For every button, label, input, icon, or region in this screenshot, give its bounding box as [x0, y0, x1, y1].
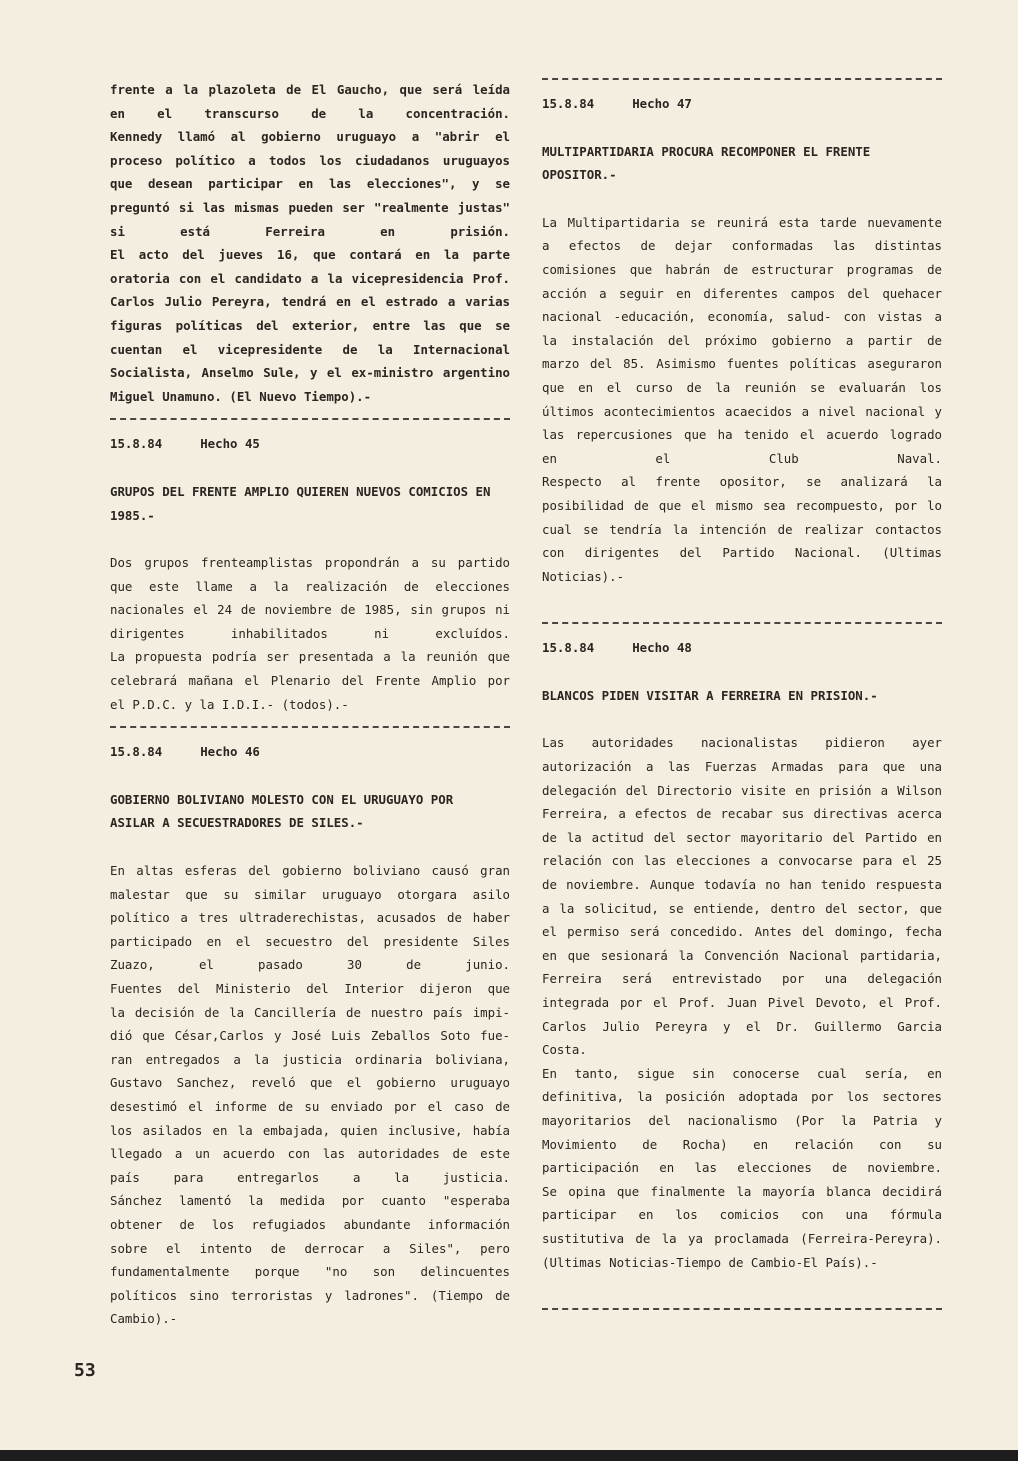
- separator: [542, 78, 942, 80]
- text-line: mayoritarios del nacionalismo (Por la Patria y: [542, 1112, 942, 1128]
- text-line: Costa.: [542, 1042, 587, 1058]
- text-line: Las autoridades nacionalistas pidieron ayer: [542, 735, 942, 751]
- text-line: cual se tendría la intención de realizar contactos: [542, 521, 942, 537]
- separator: [542, 1308, 942, 1310]
- text-line: desestimó el informe de su enviado por el caso de: [110, 1098, 510, 1114]
- text-line: Sánchez lamentó la medida por cuanto "esperaba: [110, 1193, 510, 1209]
- text-line: participado en el secuestro del presidente Siles: [110, 933, 510, 949]
- text-line: la instalación del próximo gobierno a partir de: [542, 332, 942, 348]
- text-line: de noviembre. Aunque todavía no han tenido respuesta: [542, 877, 942, 893]
- text-line: Miguel Unamuno. (El Nuevo Tiempo).-: [110, 388, 372, 404]
- separator: [110, 726, 510, 728]
- text-line: ASILAR A SECUESTRADORES DE SILES.-: [110, 815, 364, 831]
- text-line: en el transcurso de la concentración.: [110, 105, 510, 121]
- text-line: con dirigentes del Partido Nacional. (Ultimas: [542, 545, 942, 561]
- text-line: político a tres ultraderechistas, acusados de haber: [110, 910, 510, 926]
- text-line: definitiva, la posición adoptada por los sectores: [542, 1089, 942, 1105]
- separator: [110, 418, 510, 420]
- text-line: comisiones que habrán de estructurar programas de: [542, 261, 942, 277]
- text-line: participar en los comicios con una fórmula: [542, 1207, 942, 1223]
- hecho-date: 15.8.84: [110, 744, 163, 760]
- text-line: el P.D.C. y la I.D.I.- (todos).-: [110, 696, 349, 712]
- hecho-46-title: [110, 788, 510, 835]
- text-line: últimos acontecimientos acaecidos a nivel nacional y: [542, 403, 942, 419]
- text-line: OPOSITOR.-: [542, 167, 617, 183]
- text-line: (Ultimas Noticias-Tiempo de Cambio-El País).-: [542, 1254, 878, 1270]
- hecho-date: 15.8.84: [542, 96, 595, 111]
- text-line: acción a seguir en diferentes campos del quehacer: [542, 285, 942, 301]
- text-line: GOBIERNO BOLIVIANO MOLESTO CON EL URUGUAYO POR: [110, 791, 454, 807]
- text-line: el permiso será concedido. Antes del domingo, fecha: [542, 924, 942, 940]
- hecho-label: Hecho 46: [200, 744, 260, 760]
- text-line: integrada por el Prof. Juan Pivel Devoto, el Prof.: [542, 995, 942, 1010]
- hecho-label: Hecho 48: [632, 640, 692, 656]
- text-line: proceso político a todos los ciudadanos uruguayos: [110, 152, 510, 168]
- text-line: Ferreira, a efectos de recabar sus directivas acerca: [542, 806, 942, 822]
- text-line: 1985.-: [110, 507, 155, 523]
- text-line: Zuazo, el pasado 30 de junio.: [110, 957, 510, 973]
- text-line: oratoria con el candidato a la vicepresidencia Prof.: [110, 270, 510, 286]
- text-line: en el Club Naval.: [542, 450, 942, 466]
- text-line: Gustavo Sanchez, reveló que el gobierno uruguayo: [110, 1075, 510, 1091]
- text-line: que en el curso de la reunión se evaluarán los: [542, 379, 942, 395]
- hecho-label: Hecho 47: [632, 96, 692, 111]
- text-line: Dos grupos frenteamplistas propondrán a su partido: [110, 555, 510, 571]
- text-line: participación en las elecciones de noviembre.: [542, 1160, 942, 1176]
- right-column: [542, 78, 942, 1320]
- text-line: frente a la plazoleta de El Gaucho, que será leída: [110, 82, 510, 97]
- text-line: los asilados en la embajada, quien inclusive, había: [110, 1122, 510, 1138]
- text-line: cuentan el vicepresidente de la Internacional: [110, 341, 510, 357]
- text-line: país para entregarlos a la justicia.: [110, 1169, 510, 1185]
- hecho-46-body: [110, 859, 510, 1331]
- hecho-date: 15.8.84: [542, 640, 595, 656]
- text-line: figuras políticas del exterior, entre las que se: [110, 317, 510, 333]
- text-line: Respecto al frente opositor, se analizará la: [542, 474, 942, 490]
- hecho-45-body: [110, 551, 510, 716]
- text-line: a efectos de dejar conformadas las distintas: [542, 238, 942, 254]
- hecho-date: 15.8.84: [110, 436, 163, 452]
- text-line: En tanto, sigue sin conocerse cual sería, en: [542, 1065, 942, 1081]
- text-line: La Multipartidaria se reunirá esta tarde nuevamente: [542, 214, 942, 230]
- hecho-48-body: [542, 731, 942, 1274]
- page-edge-bar: [0, 1450, 1018, 1461]
- text-line: Cambio).-: [110, 1311, 178, 1327]
- text-line: la decisión de la Cancillería de nuestro país impi-: [110, 1004, 510, 1020]
- text-line: GRUPOS DEL FRENTE AMPLIO QUIEREN NUEVOS COMICIOS EN: [110, 483, 491, 499]
- text-line: si está Ferreira en prisión.: [110, 223, 510, 239]
- text-line: Ferreira será entrevistado por una delegación: [542, 971, 942, 987]
- text-line: obtener de los refugiados abundante información: [110, 1216, 510, 1232]
- text-line: Carlos Julio Pereyra, tendrá en el estrado a varias: [110, 294, 510, 310]
- text-line: Socialista, Anselmo Sule, y el ex-ministro argentino: [110, 365, 510, 381]
- text-line: dirigentes inhabilitados ni excluídos.: [110, 625, 510, 641]
- text-line: que este llame a la realización de elecciones: [110, 578, 510, 594]
- text-line: las repercusiones que ha tenido el acuerdo logrado: [542, 427, 942, 443]
- text-line: Movimiento de Rocha) en relación con su: [542, 1136, 942, 1152]
- text-line: llegado a un acuerdo con las autoridades de este: [110, 1146, 510, 1162]
- text-line: políticos sino terroristas y ladrones". (Tiempo de: [110, 1287, 510, 1303]
- separator: [542, 622, 942, 624]
- text-line: BLANCOS PIDEN VISITAR A FERREIRA EN PRISION.-: [542, 687, 878, 703]
- text-line: fundamentalmente porque "no son delincuentes: [110, 1264, 510, 1280]
- text-line: Kennedy llamó al gobierno uruguayo a "abrir el: [110, 129, 510, 145]
- hecho-47-body: [542, 211, 942, 589]
- text-line: preguntó si las mismas pueden ser "realmente justas": [110, 199, 510, 215]
- text-line: delegación del Directorio visite en prisión a Wilson: [542, 782, 942, 798]
- hecho-46-header: [110, 740, 510, 764]
- page-number: 53: [74, 1360, 96, 1381]
- hecho-47-header: [542, 92, 942, 116]
- text-line: MULTIPARTIDARIA PROCURA RECOMPONER EL FRENTE: [542, 143, 871, 159]
- hecho-45-title: [110, 480, 510, 527]
- text-line: de la actitud del sector mayoritario del Partido en: [542, 829, 942, 845]
- text-line: sobre el intento de derrocar a Siles", pero: [110, 1240, 510, 1256]
- text-line: malestar que su similar uruguayo otorgara asilo: [110, 886, 510, 902]
- text-line: Fuentes del Ministerio del Interior dijeron que: [110, 981, 510, 996]
- text-line: celebrará mañana el Plenario del Frente Amplio por: [110, 673, 510, 689]
- text-line: nacional -educación, economía, salud- con vistas a: [542, 309, 942, 325]
- intro-paragraph: [110, 78, 510, 408]
- text-line: En altas esferas del gobierno boliviano causó gran: [110, 863, 510, 879]
- left-column: [110, 78, 510, 1331]
- text-line: El acto del jueves 16, que contará en la parte: [110, 247, 510, 263]
- text-line: nacionales el 24 de noviembre de 1985, sin grupos ni: [110, 602, 510, 618]
- text-line: autorización a las Fuerzas Armadas para que una: [542, 759, 942, 775]
- hecho-47-title: [542, 140, 942, 187]
- text-line: sustitutiva de la ya proclamada (Ferreira-Pereyra).: [542, 1230, 942, 1246]
- text-line: a la solicitud, se entiende, dentro del sector, que: [542, 900, 942, 916]
- text-line: que desean participar en las elecciones", y se: [110, 176, 510, 192]
- hecho-45-header: [110, 432, 510, 456]
- text-line: posibilidad de que el mismo sea recompuesto, por lo: [542, 497, 942, 513]
- hecho-48-header: [542, 636, 942, 660]
- text-line: relación con las elecciones a convocarse para el 25: [542, 853, 942, 869]
- text-line: Se opina que finalmente la mayoría blanca decidirá: [542, 1183, 942, 1199]
- text-line: Noticias).-: [542, 568, 625, 584]
- hecho-48-title: [542, 684, 942, 708]
- text-line: marzo del 85. Asimismo fuentes políticas aseguraron: [542, 356, 942, 372]
- text-line: dió que César,Carlos y José Luis Zeballos Soto fue-: [110, 1028, 510, 1044]
- text-line: Carlos Julio Pereyra y el Dr. Guillermo Garcia: [542, 1018, 942, 1034]
- hecho-label: Hecho 45: [200, 436, 260, 452]
- text-line: La propuesta podría ser presentada a la reunión que: [110, 649, 510, 665]
- text-line: ran entregados a la justicia ordinaria boliviana,: [110, 1051, 510, 1067]
- text-line: en que sesionará la Convención Nacional partidaria,: [542, 947, 942, 963]
